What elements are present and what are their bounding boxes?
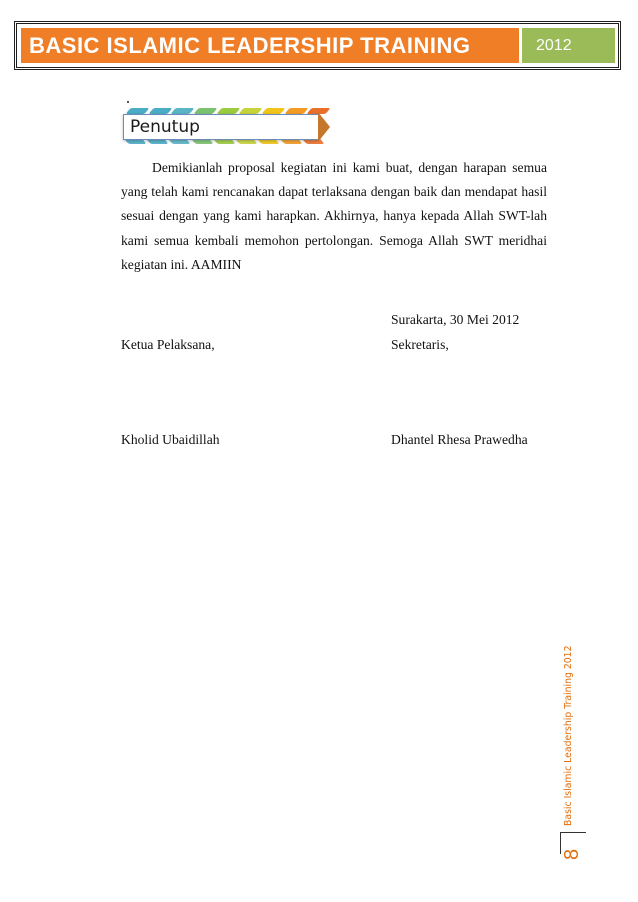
right-signer-name: Dhantel Rhesa Prawedha [391, 432, 528, 447]
right-signer-role: Sekretaris, [391, 337, 449, 352]
section-title: Penutup [130, 117, 200, 137]
page-header [14, 21, 621, 70]
header-title: BASIC ISLAMIC LEADERSHIP TRAINING [21, 28, 519, 63]
header-year: 2012 [522, 28, 615, 63]
left-signer-name: Kholid Ubaidillah [121, 432, 220, 447]
footer-side-text: Basic Islamic Leadership Training 2012 [563, 645, 574, 826]
section-banner [118, 108, 332, 146]
place-date: Surakarta, 30 Mei 2012 [391, 312, 520, 327]
closing-paragraph: Demikianlah proposal kegiatan ini kami buat, dengan harapan semua yang telah kami rencanakan dapat terlaksana dengan baik dan mendapat hasil sesuai dengan yang kami harapkan. Akhirnya, hanya kepada Allah SWT-lah kami semua kembali memohon pertolongan. Semoga Allah SWT meridhai kegiatan ini. AAMIIN [121, 160, 547, 272]
banner-arrow-icon [318, 112, 330, 142]
left-signer-role: Ketua Pelaksana, [121, 337, 215, 352]
stray-dot [127, 101, 129, 103]
footer-divider [560, 832, 586, 833]
page-number: 8 [561, 848, 583, 860]
